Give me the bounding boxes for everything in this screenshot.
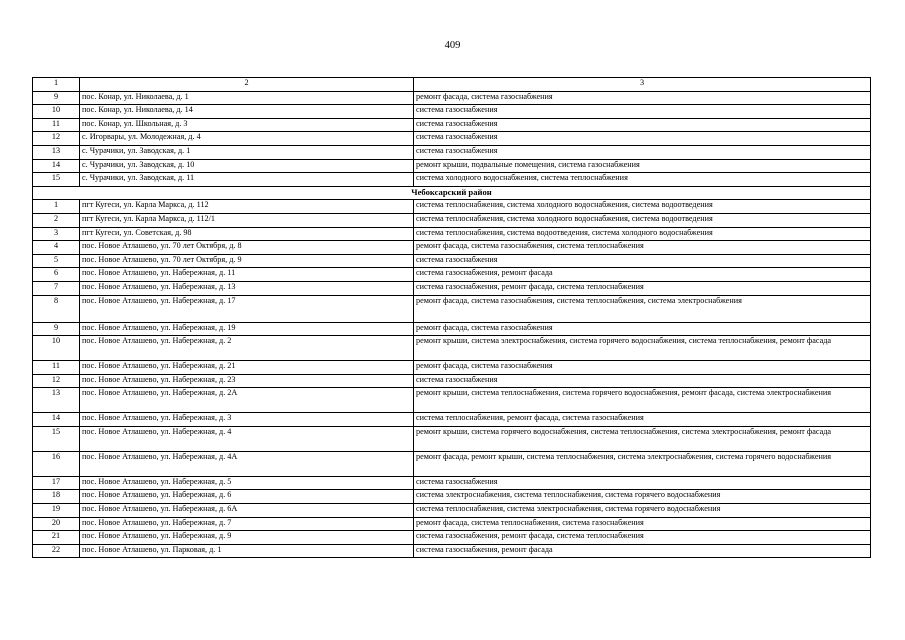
row-address: пос. Новое Атлашево, ул. Набережная, д. 7 <box>80 517 414 531</box>
row-number: 22 <box>33 544 80 558</box>
register-table <box>32 77 871 558</box>
header-col-2: 2 <box>80 78 414 92</box>
row-number: 12 <box>33 374 80 388</box>
row-number: 14 <box>33 413 80 427</box>
table-row <box>33 451 871 476</box>
row-number: 11 <box>33 361 80 375</box>
table-row <box>33 476 871 490</box>
table-row <box>33 517 871 531</box>
table-row <box>33 213 871 227</box>
row-number: 11 <box>33 118 80 132</box>
row-address: пос. Конар, ул. Николаева, д. 1 <box>80 91 414 105</box>
table-row <box>33 268 871 282</box>
table-row <box>33 361 871 375</box>
row-works: система теплоснабжения, система холодного водоснабжения, система водоотведения <box>414 213 871 227</box>
row-works: система газоснабжения <box>414 374 871 388</box>
row-works: ремонт крыши, подвальные помещения, система газоснабжения <box>414 159 871 173</box>
row-works: система газоснабжения, ремонт фасада <box>414 544 871 558</box>
row-address: пос. Новое Атлашево, ул. Набережная, д. 4А <box>80 451 414 476</box>
row-number: 1 <box>33 200 80 214</box>
table-row <box>33 91 871 105</box>
row-works: ремонт крыши, система электроснабжения, система горячего водоснабжения, система теплоснабжения, ремонт фасада <box>414 336 871 361</box>
row-number: 13 <box>33 388 80 413</box>
row-number: 12 <box>33 132 80 146</box>
row-number: 5 <box>33 254 80 268</box>
row-address: с. Чурачики, ул. Заводская, д. 10 <box>80 159 414 173</box>
row-address: пос. Конар, ул. Школьная, д. 3 <box>80 118 414 132</box>
table-row <box>33 322 871 336</box>
table-row <box>33 544 871 558</box>
row-address: пос. Новое Атлашево, ул. Набережная, д. 19 <box>80 322 414 336</box>
row-number: 19 <box>33 504 80 518</box>
row-address: пгт Кугеси, ул. Карла Маркса, д. 112 <box>80 200 414 214</box>
row-works: система холодного водоснабжения, система теплоснабжения <box>414 173 871 187</box>
row-works: система газоснабжения <box>414 105 871 119</box>
row-address: пос. Новое Атлашево, ул. Набережная, д. 6 <box>80 490 414 504</box>
row-address: пос. Новое Атлашево, ул. Набережная, д. 5 <box>80 476 414 490</box>
row-works: ремонт фасада, система газоснабжения <box>414 322 871 336</box>
row-address: пос. Новое Атлашево, ул. Набережная, д. 4 <box>80 426 414 451</box>
row-works: ремонт фасада, система газоснабжения <box>414 91 871 105</box>
row-address: пос. Новое Атлашево, ул. Набережная, д. 11 <box>80 268 414 282</box>
table-row <box>33 132 871 146</box>
table-row <box>33 426 871 451</box>
row-number: 9 <box>33 322 80 336</box>
table-row <box>33 388 871 413</box>
row-works: система газоснабжения <box>414 132 871 146</box>
row-address: пгт Кугеси, ул. Советская, д. 98 <box>80 227 414 241</box>
table-row <box>33 281 871 295</box>
row-address: пос. Новое Атлашево, ул. Набережная, д. 9 <box>80 531 414 545</box>
table-row <box>33 336 871 361</box>
row-number: 17 <box>33 476 80 490</box>
row-address: пос. Новое Атлашево, ул. Набережная, д. 2 <box>80 336 414 361</box>
table-row <box>33 118 871 132</box>
row-works: система газоснабжения, ремонт фасада, система теплоснабжения <box>414 281 871 295</box>
row-address: пос. Новое Атлашево, ул. Набережная, д. 6А <box>80 504 414 518</box>
table-row <box>33 241 871 255</box>
row-address: пос. Новое Атлашево, ул. 70 лет Октября, д. 8 <box>80 241 414 255</box>
section-row <box>33 186 871 200</box>
row-address: пос. Новое Атлашево, ул. Набережная, д. 13 <box>80 281 414 295</box>
row-works: система газоснабжения, ремонт фасада <box>414 268 871 282</box>
row-number: 16 <box>33 451 80 476</box>
row-number: 8 <box>33 295 80 322</box>
table-row <box>33 227 871 241</box>
row-address: пос. Новое Атлашево, ул. Набережная, д. 2А <box>80 388 414 413</box>
section-title: Чебоксарский район <box>33 186 871 200</box>
row-works: ремонт фасада, система газоснабжения <box>414 361 871 375</box>
table-row <box>33 173 871 187</box>
table-row <box>33 413 871 427</box>
row-works: ремонт фасада, система теплоснабжения, система газоснабжения <box>414 517 871 531</box>
table-row <box>33 145 871 159</box>
table-body <box>33 78 871 558</box>
row-works: система газоснабжения <box>414 476 871 490</box>
row-address: пос. Конар, ул. Николаева, д. 14 <box>80 105 414 119</box>
row-works: ремонт фасада, ремонт крыши, система теплоснабжения, система электроснабжения, система горячего водоснабжения <box>414 451 871 476</box>
table-row <box>33 200 871 214</box>
row-address: пгт Кугеси, ул. Карла Маркса, д. 112/1 <box>80 213 414 227</box>
row-works: система теплоснабжения, система холодного водоснабжения, система водоотведения <box>414 200 871 214</box>
row-works: система теплоснабжения, система водоотведения, система холодного водоснабжения <box>414 227 871 241</box>
table-row <box>33 531 871 545</box>
row-number: 3 <box>33 227 80 241</box>
row-number: 14 <box>33 159 80 173</box>
row-number: 9 <box>33 91 80 105</box>
table-row <box>33 105 871 119</box>
row-works: система газоснабжения <box>414 145 871 159</box>
row-address: пос. Новое Атлашево, ул. Набережная, д. 3 <box>80 413 414 427</box>
row-works: ремонт крыши, система теплоснабжения, система горячего водоснабжения, ремонт фасада, система электроснабжения <box>414 388 871 413</box>
row-works: ремонт крыши, система горячего водоснабжения, система теплоснабжения, система электроснабжения, ремонт фасада <box>414 426 871 451</box>
row-address: пос. Новое Атлашево, ул. Парковая, д. 1 <box>80 544 414 558</box>
row-address: с. Чурачики, ул. Заводская, д. 1 <box>80 145 414 159</box>
row-address: пос. Новое Атлашево, ул. Набережная, д. 17 <box>80 295 414 322</box>
row-number: 6 <box>33 268 80 282</box>
row-number: 21 <box>33 531 80 545</box>
row-number: 10 <box>33 105 80 119</box>
table-row <box>33 159 871 173</box>
table-row <box>33 504 871 518</box>
row-number: 4 <box>33 241 80 255</box>
table-row <box>33 254 871 268</box>
table-row <box>33 490 871 504</box>
row-number: 2 <box>33 213 80 227</box>
row-address: пос. Новое Атлашево, ул. Набережная, д. 21 <box>80 361 414 375</box>
row-works: система теплоснабжения, система электроснабжения, система горячего водоснабжения <box>414 504 871 518</box>
header-col-3: 3 <box>414 78 871 92</box>
row-number: 20 <box>33 517 80 531</box>
row-number: 15 <box>33 173 80 187</box>
row-number: 7 <box>33 281 80 295</box>
header-row <box>33 78 871 92</box>
row-works: система газоснабжения <box>414 118 871 132</box>
row-address: с. Чурачики, ул. Заводская, д. 11 <box>80 173 414 187</box>
row-works: ремонт фасада, система газоснабжения, система теплоснабжения, система электроснабжения <box>414 295 871 322</box>
row-works: ремонт фасада, система газоснабжения, система теплоснабжения <box>414 241 871 255</box>
row-address: с. Игорвары, ул. Молодежная, д. 4 <box>80 132 414 146</box>
row-number: 10 <box>33 336 80 361</box>
page-number: 409 <box>444 40 461 51</box>
row-number: 18 <box>33 490 80 504</box>
table-row <box>33 295 871 322</box>
row-number: 15 <box>33 426 80 451</box>
table-row <box>33 374 871 388</box>
header-col-1: 1 <box>33 78 80 92</box>
row-number: 13 <box>33 145 80 159</box>
row-works: система газоснабжения, ремонт фасада, система теплоснабжения <box>414 531 871 545</box>
row-address: пос. Новое Атлашево, ул. Набережная, д. 23 <box>80 374 414 388</box>
row-works: система электроснабжения, система теплоснабжения, система горячего водоснабжения <box>414 490 871 504</box>
row-address: пос. Новое Атлашево, ул. 70 лет Октября, д. 9 <box>80 254 414 268</box>
row-works: система газоснабжения <box>414 254 871 268</box>
row-works: система теплоснабжения, ремонт фасада, система газоснабжения <box>414 413 871 427</box>
